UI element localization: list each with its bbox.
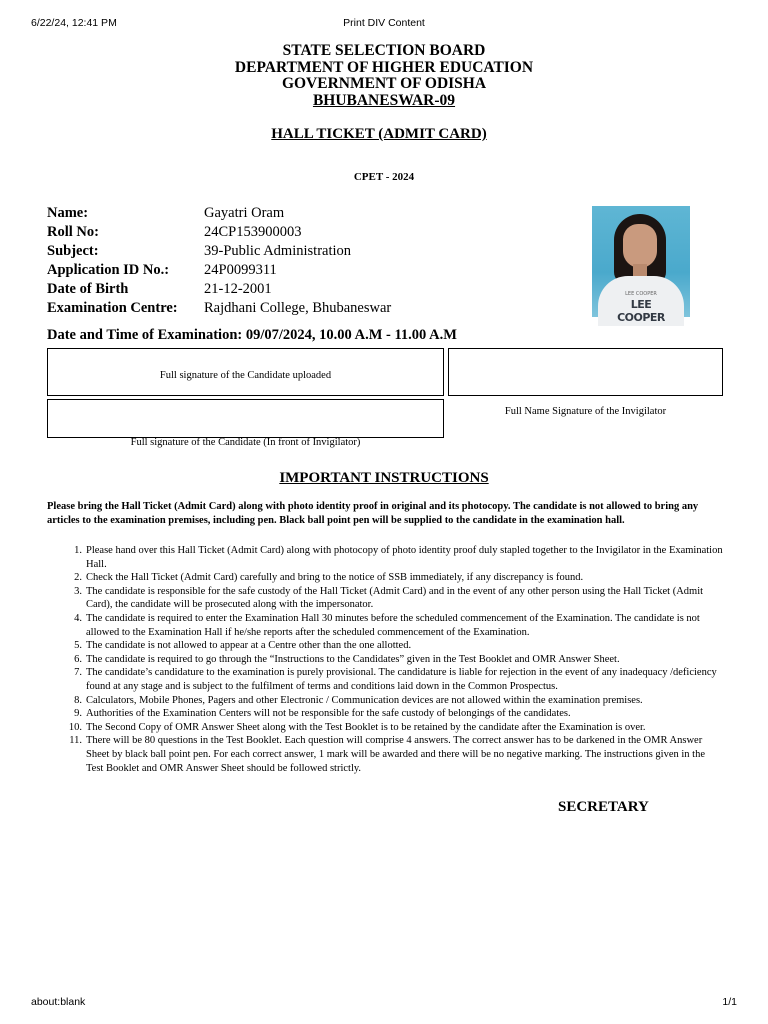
photo-shirt-small-text: LEE COOPER bbox=[625, 291, 657, 297]
instruction-number: 11. bbox=[69, 735, 82, 747]
instruction-number: 5. bbox=[74, 640, 82, 652]
instructions-list bbox=[47, 544, 723, 775]
print-title: Print DIV Content bbox=[343, 17, 425, 29]
secretary-signatory: SECRETARY bbox=[558, 799, 649, 815]
centre-value: Rajdhani College, Bhubaneswar bbox=[204, 300, 392, 316]
instruction-item bbox=[47, 734, 723, 775]
instructions-intro: Please bring the Hall Ticket (Admit Card) along with photo identity proof in original and its photocopy. The candidate is not allowed to bring any articles to the examination premises, including pen. Black ball point pen will be supplied to the candidate in the examination hall. bbox=[47, 501, 699, 526]
instruction-text: There will be 80 questions in the Test Booklet. Each question will comprise 4 answers. The correct answer has to be darkened in the OMR Answer Sheet by black ball point pen. For each correct answer, 1 mark will be awarded and there will be no negative marking. The instructions given in the Test Booklet and OMR Answer Sheet should be followed strictly. bbox=[86, 735, 705, 774]
instruction-item bbox=[47, 639, 723, 653]
signature-box-in-front bbox=[47, 399, 444, 438]
instruction-text: Calculators, Mobile Phones, Pagers and other Electronic / Communication devices are not allowed within the examination premises. bbox=[86, 694, 643, 706]
instruction-text: The candidate is responsible for the safe custody of the Hall Ticket (Admit Card) and in the event of any other person using the Hall Ticket (Admit Card), the candidate will be prosecuted along with the impersonator. bbox=[86, 585, 704, 611]
instruction-text: The candidate is required to go through the “Instructions to the Candidates” given in the Test Booklet and OMR Answer Sheet. bbox=[86, 653, 620, 665]
instruction-text: Please hand over this Hall Ticket (Admit Card) along with photocopy of photo identity proof duly stapled together to the Invigilator in the Examination Hall. bbox=[86, 545, 723, 570]
name-label: Name: bbox=[47, 205, 89, 221]
instructions-title: IMPORTANT INSTRUCTIONS bbox=[279, 470, 489, 486]
print-header bbox=[31, 17, 737, 31]
instruction-text: The candidate is required to enter the Examination Hall 30 minutes before the scheduled commencement of the Examination. The candidate is not allowed to the Examination Hall if he/she reports after the scheduled commencement of the Examination. bbox=[86, 612, 700, 638]
instruction-number: 1. bbox=[74, 545, 82, 556]
instruction-number: 2. bbox=[74, 572, 82, 584]
instruction-item bbox=[47, 666, 723, 693]
name-value: Gayatri Oram bbox=[204, 205, 285, 221]
instruction-item bbox=[47, 612, 723, 639]
org-line-government: GOVERNMENT OF ODISHA bbox=[281, 75, 487, 92]
org-line-board: STATE SELECTION BOARD bbox=[282, 42, 486, 59]
instruction-text: The candidate is not allowed to appear at a Centre other than the one allotted. bbox=[86, 640, 412, 652]
signature-in-front-caption: Full signature of the Candidate (In front of Invigilator) bbox=[130, 437, 361, 448]
instruction-item bbox=[47, 707, 723, 721]
signature-box-invigilator bbox=[448, 348, 723, 396]
centre-label: Examination Centre: bbox=[47, 300, 178, 316]
roll-value: 24CP153900003 bbox=[204, 224, 302, 240]
organization-heading bbox=[0, 43, 768, 109]
exam-date-time: Date and Time of Examination: 09/07/2024, 10.00 A.M - 11.00 A.M bbox=[47, 327, 457, 343]
instruction-number: 6. bbox=[74, 653, 82, 665]
instruction-text: Authorities of the Examination Centers will not be responsible for the safe custody of belongings of the candidates. bbox=[86, 708, 571, 720]
instruction-item bbox=[47, 694, 723, 708]
dob-value: 21-12-2001 bbox=[204, 281, 272, 297]
print-datetime: 6/22/24, 12:41 PM bbox=[31, 17, 117, 29]
instruction-number: 10. bbox=[68, 721, 82, 733]
print-page-count: 1/1 bbox=[722, 996, 737, 1008]
instruction-item bbox=[47, 653, 723, 667]
instruction-item bbox=[47, 571, 723, 585]
instruction-number: 7. bbox=[74, 667, 82, 679]
subject-label: Subject: bbox=[47, 243, 99, 259]
dob-label: Date of Birth bbox=[47, 281, 129, 297]
instruction-item bbox=[47, 721, 723, 735]
print-url: about:blank bbox=[31, 996, 86, 1008]
instruction-number: 4. bbox=[74, 612, 82, 624]
signature-invigilator-caption: Full Name Signature of the Invigilator bbox=[504, 406, 667, 417]
instruction-item bbox=[47, 585, 723, 612]
appid-value: 24P0099311 bbox=[204, 262, 277, 278]
roll-label: Roll No: bbox=[47, 224, 99, 240]
instruction-text: Check the Hall Ticket (Admit Card) carefully and bring to the notice of SSB immediately, if any discrepancy is found. bbox=[86, 572, 584, 584]
org-line-department: DEPARTMENT OF HIGHER EDUCATION bbox=[234, 58, 534, 76]
instruction-number: 9. bbox=[74, 708, 82, 720]
instruction-number: 8. bbox=[74, 694, 82, 706]
exam-code: CPET - 2024 bbox=[353, 171, 415, 183]
photo-face bbox=[623, 224, 657, 268]
instruction-number: 3. bbox=[74, 585, 82, 597]
ticket-title: HALL TICKET (ADMIT CARD) bbox=[271, 126, 487, 142]
photo-shirt-text: LEE COOPER bbox=[617, 298, 665, 324]
instruction-item bbox=[47, 544, 723, 571]
candidate-photo bbox=[592, 206, 690, 324]
signature-uploaded-caption: Full signature of the Candidate uploaded bbox=[159, 370, 332, 381]
subject-value: 39-Public Administration bbox=[204, 243, 352, 259]
appid-label: Application ID No.: bbox=[47, 262, 170, 278]
print-footer bbox=[31, 996, 737, 1010]
org-line-city: BHUBANESWAR-09 bbox=[312, 91, 456, 109]
instruction-text: The candidate’s candidature to the examination is purely provisional. The candidature is liable for rejection in the event of any inadequacy /deficiency found at any stage and is subject to the fulfilment of terms and conditions laid down in the Common Prospectus. bbox=[86, 667, 717, 692]
instruction-text: The Second Copy of OMR Answer Sheet along with the Test Booklet is to be retained by the candidate after the Examination is over. bbox=[86, 721, 646, 733]
signature-box-uploaded bbox=[47, 348, 444, 396]
